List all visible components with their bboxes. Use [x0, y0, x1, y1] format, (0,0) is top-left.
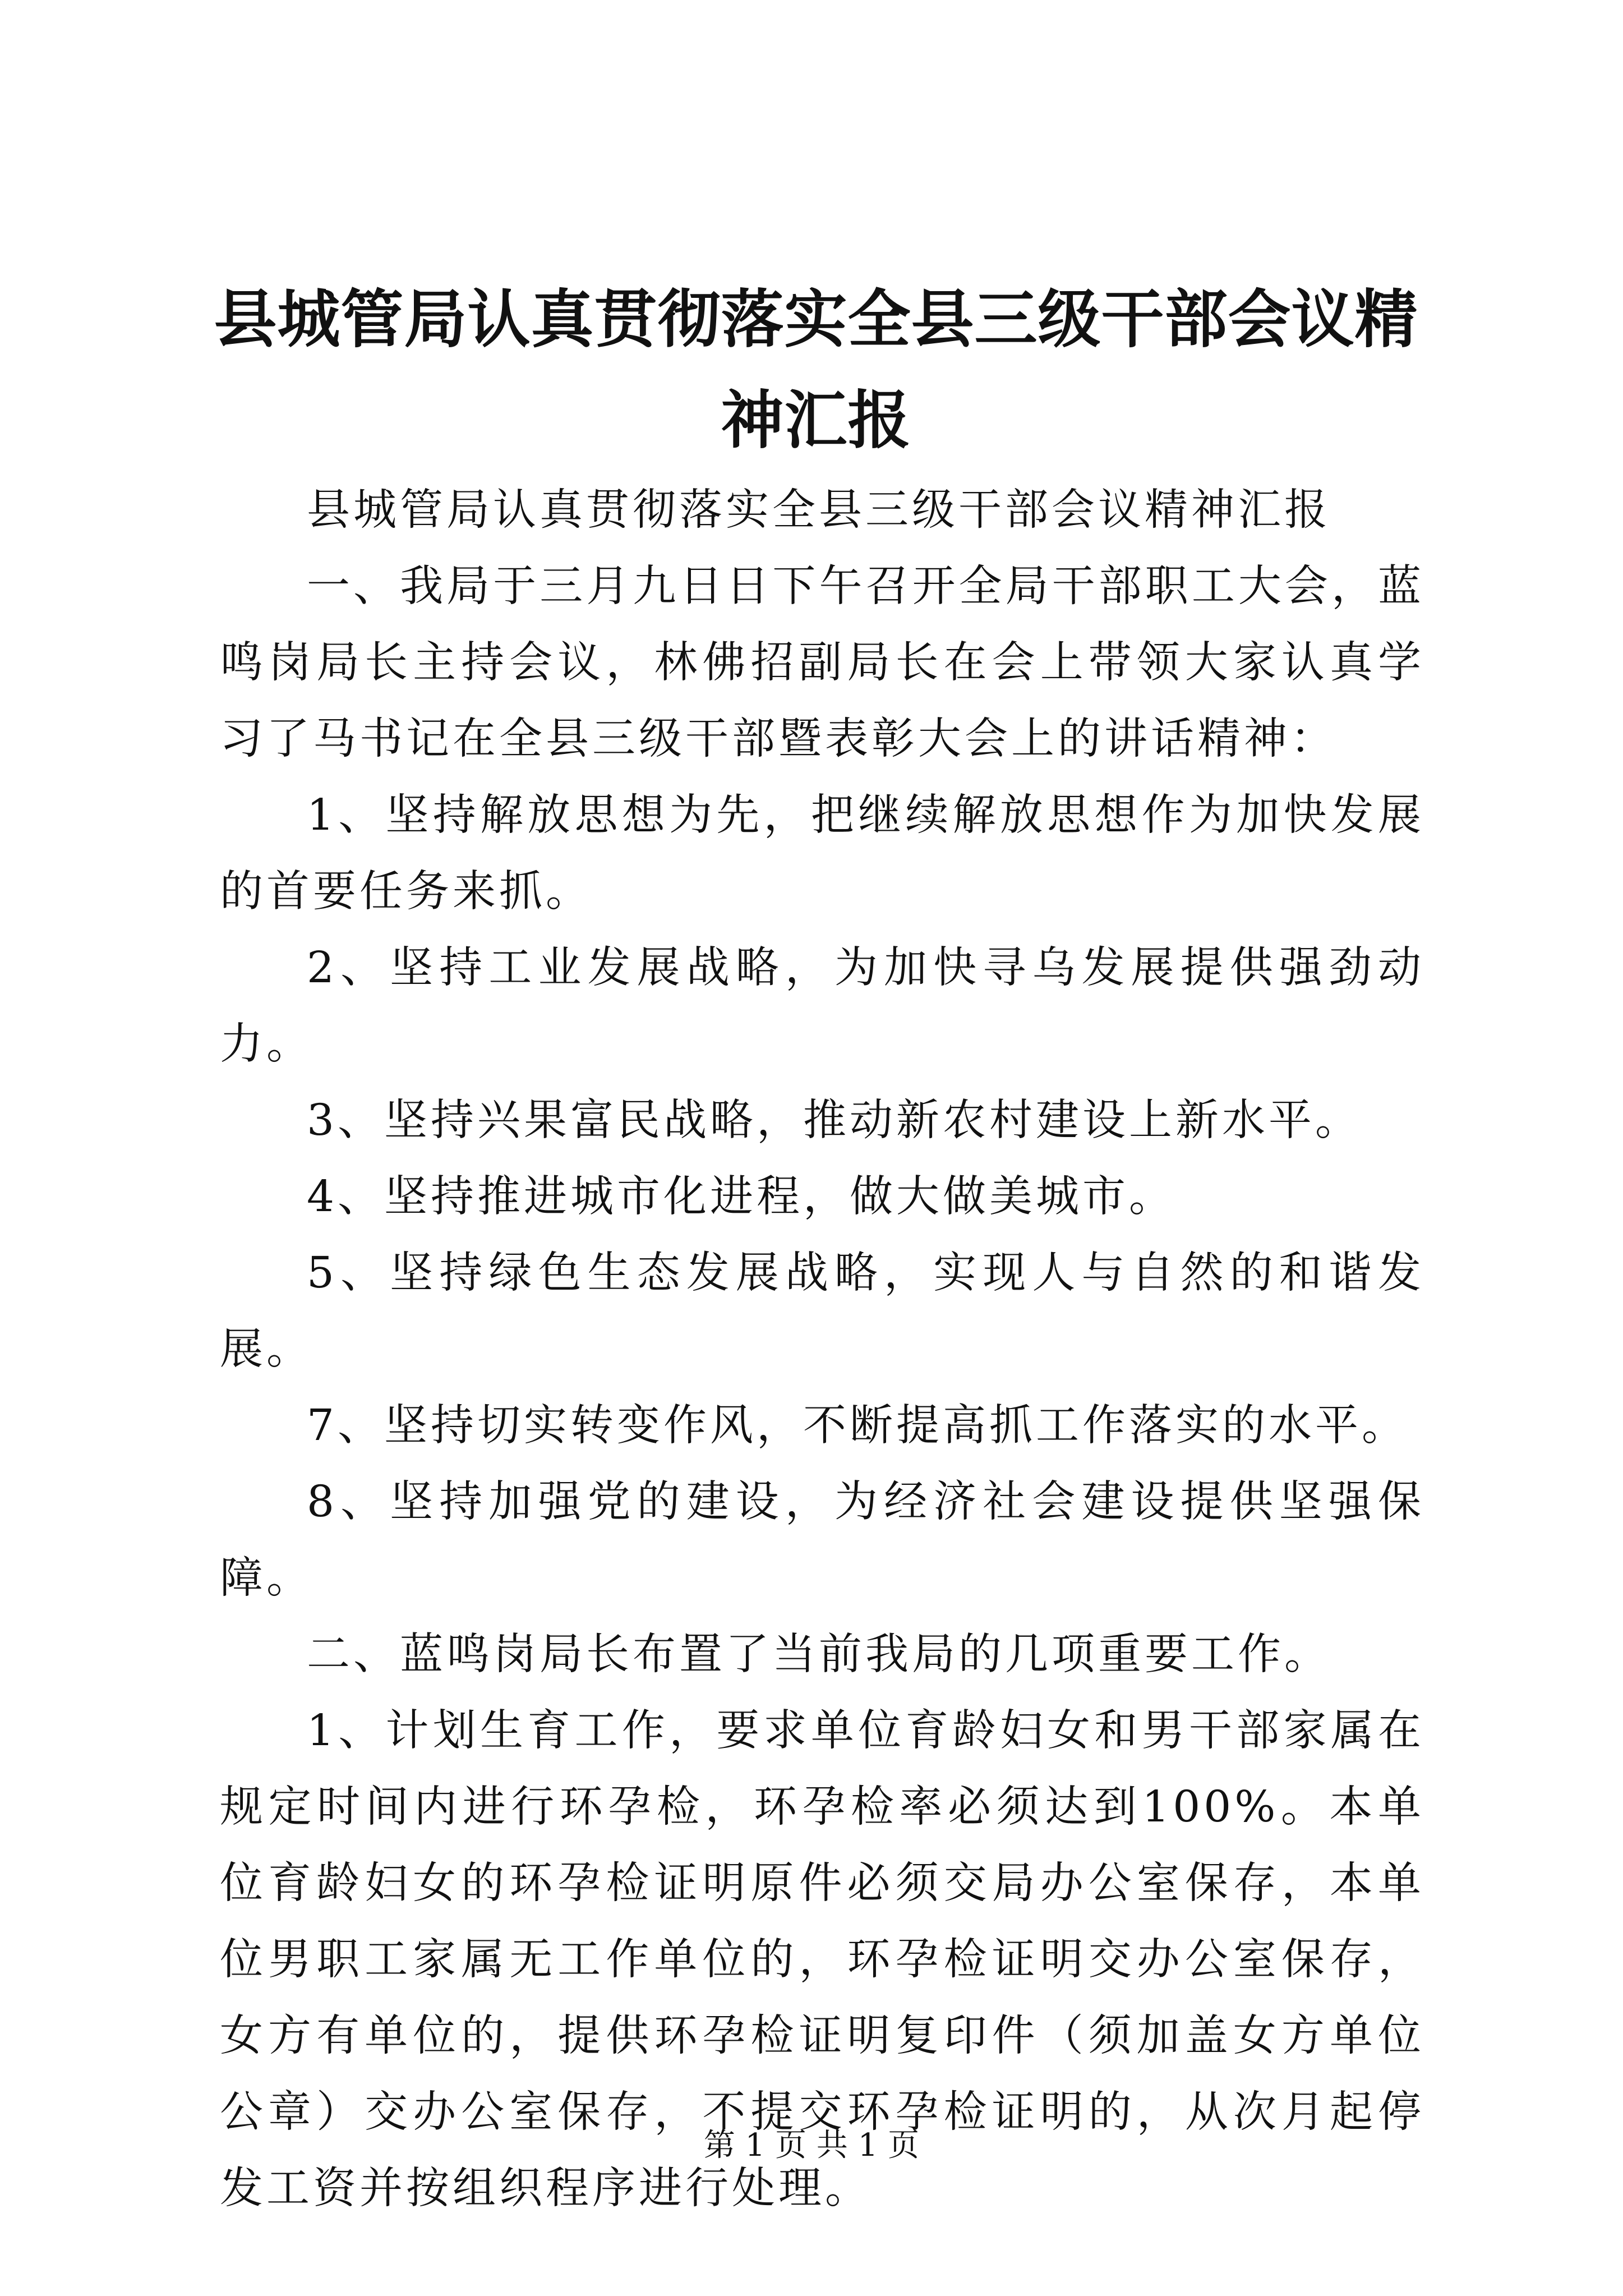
paragraph-item-8: 8、坚持加强党的建设，为经济社会建设提供坚强保障。	[220, 1477, 1424, 1603]
paragraph-item-5: 5、坚持绿色生态发展战略，实现人与自然的和谐发展。	[220, 1248, 1424, 1374]
paragraph-section-one: 一、我局于三月九日日下午召开全局干部职工大会，蓝鸣岗局长主持会议，林佛招副局长在会上带领大家认真学习了马书记在全县三级干部暨表彰大会上的讲话精神：	[220, 562, 1424, 764]
document-body	[220, 472, 1424, 2227]
paragraph-item-4: 4、坚持推进城市化进程，做大做美城市。	[307, 1172, 1175, 1222]
paragraph-item-3: 3、坚持兴果富民战略，推动新农村建设上新水平。	[307, 1096, 1362, 1145]
paragraph-item-1: 1、坚持解放思想为先，把继续解放思想作为加快发展的首要任务来抓。	[220, 790, 1424, 917]
page-footer: 第 1 页 共 1 页	[703, 2127, 920, 2164]
document-title: 县城管局认真贯彻落实全县三级干部会议精神汇报	[214, 283, 1418, 457]
paragraph-item-7: 7、坚持切实转变作风，不断提高抓工作落实的水平。	[307, 1401, 1408, 1451]
paragraph-section-two: 二、蓝鸣岗局长布置了当前我局的几项重要工作。	[307, 1630, 1331, 1680]
paragraph-family-planning: 1、计划生育工作，要求单位育龄妇女和男干部家属在规定时间内进行环孕检，环孕检率必须达到100%。本单位育龄妇女的环孕检证明原件必须交局办公室保存，本单位男职工家属无工作单位的，环孕检证明交办公室保存，女方有单位的，提供环孕检证明复印件（须加盖女方单位公章）交办公室保存，不提交环孕检证明的，从次月起停发工资并按组织程序进行处理。	[220, 1706, 1424, 2214]
paragraph-subtitle: 县城管局认真贯彻落实全县三级干部会议精神汇报	[307, 485, 1331, 535]
paragraph-item-2: 2、坚持工业发展战略，为加快寻乌发展提供强劲动力。	[220, 943, 1424, 1069]
